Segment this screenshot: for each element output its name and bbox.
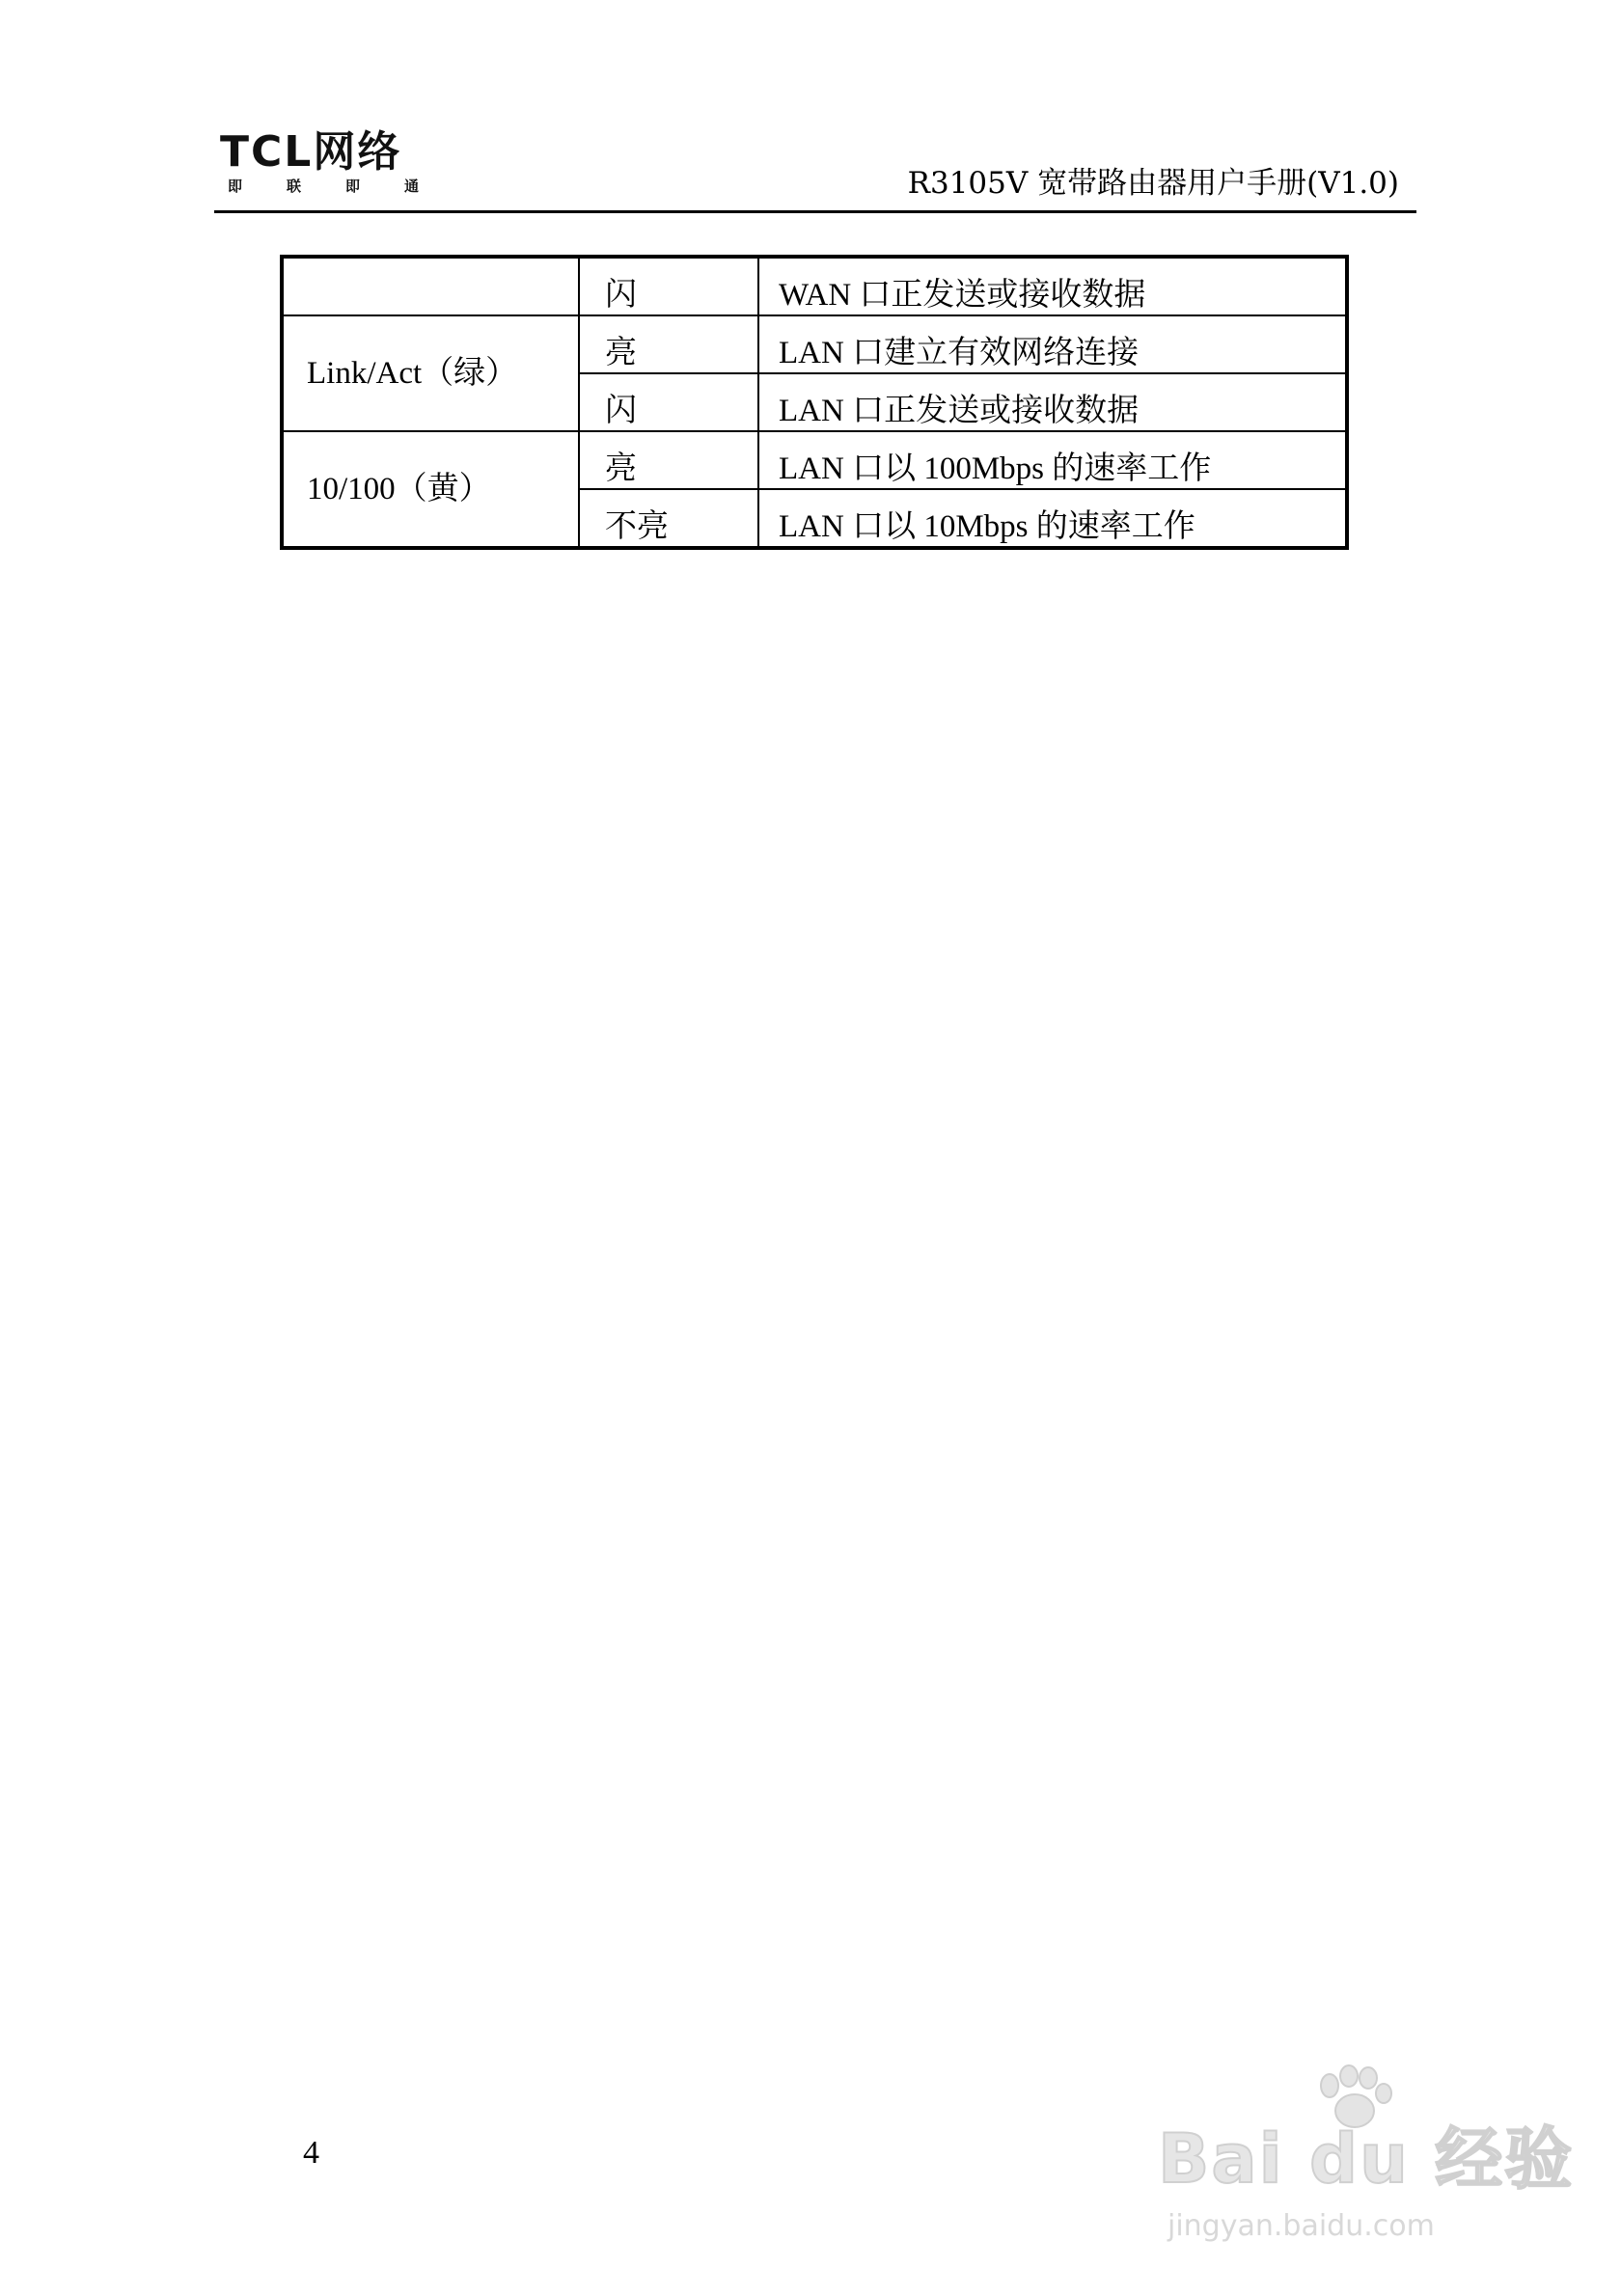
description-cell: LAN 口以 100Mbps 的速率工作 xyxy=(758,431,1347,489)
description-cell: LAN 口正发送或接收数据 xyxy=(758,373,1347,431)
state-cell: 亮 xyxy=(579,431,758,489)
description-cell: WAN 口正发送或接收数据 xyxy=(758,257,1347,315)
baidu-watermark xyxy=(1148,2064,1573,2257)
tcl-logo xyxy=(220,127,464,199)
description-cell: LAN 口建立有效网络连接 xyxy=(758,315,1347,373)
indicator-cell xyxy=(282,257,579,315)
table-row xyxy=(282,315,1347,373)
state-cell: 亮 xyxy=(579,315,758,373)
state-cell: 闪 xyxy=(579,257,758,315)
page-number: 4 xyxy=(303,2135,319,2171)
table-row xyxy=(282,431,1347,489)
watermark-url: jingyan.baidu.com xyxy=(1168,2209,1435,2243)
state-cell: 闪 xyxy=(579,373,758,431)
indicator-cell: 10/100（黄） xyxy=(282,431,579,548)
description-cell: LAN 口以 10Mbps 的速率工作 xyxy=(758,489,1347,548)
logo-text: TCL网络 xyxy=(220,127,402,177)
indicator-cell: Link/Act（绿） xyxy=(282,315,579,431)
header-divider xyxy=(214,210,1416,213)
logo-slogan: 即联即通 xyxy=(228,178,464,195)
page-header-title: R3105V 宽带路由器用户手册(V1.0) xyxy=(907,166,1399,201)
led-status-table xyxy=(280,255,1349,550)
table-row xyxy=(282,257,1347,315)
state-cell: 不亮 xyxy=(579,489,758,548)
watermark-brand: Bai du 经验 xyxy=(1158,2119,1575,2199)
